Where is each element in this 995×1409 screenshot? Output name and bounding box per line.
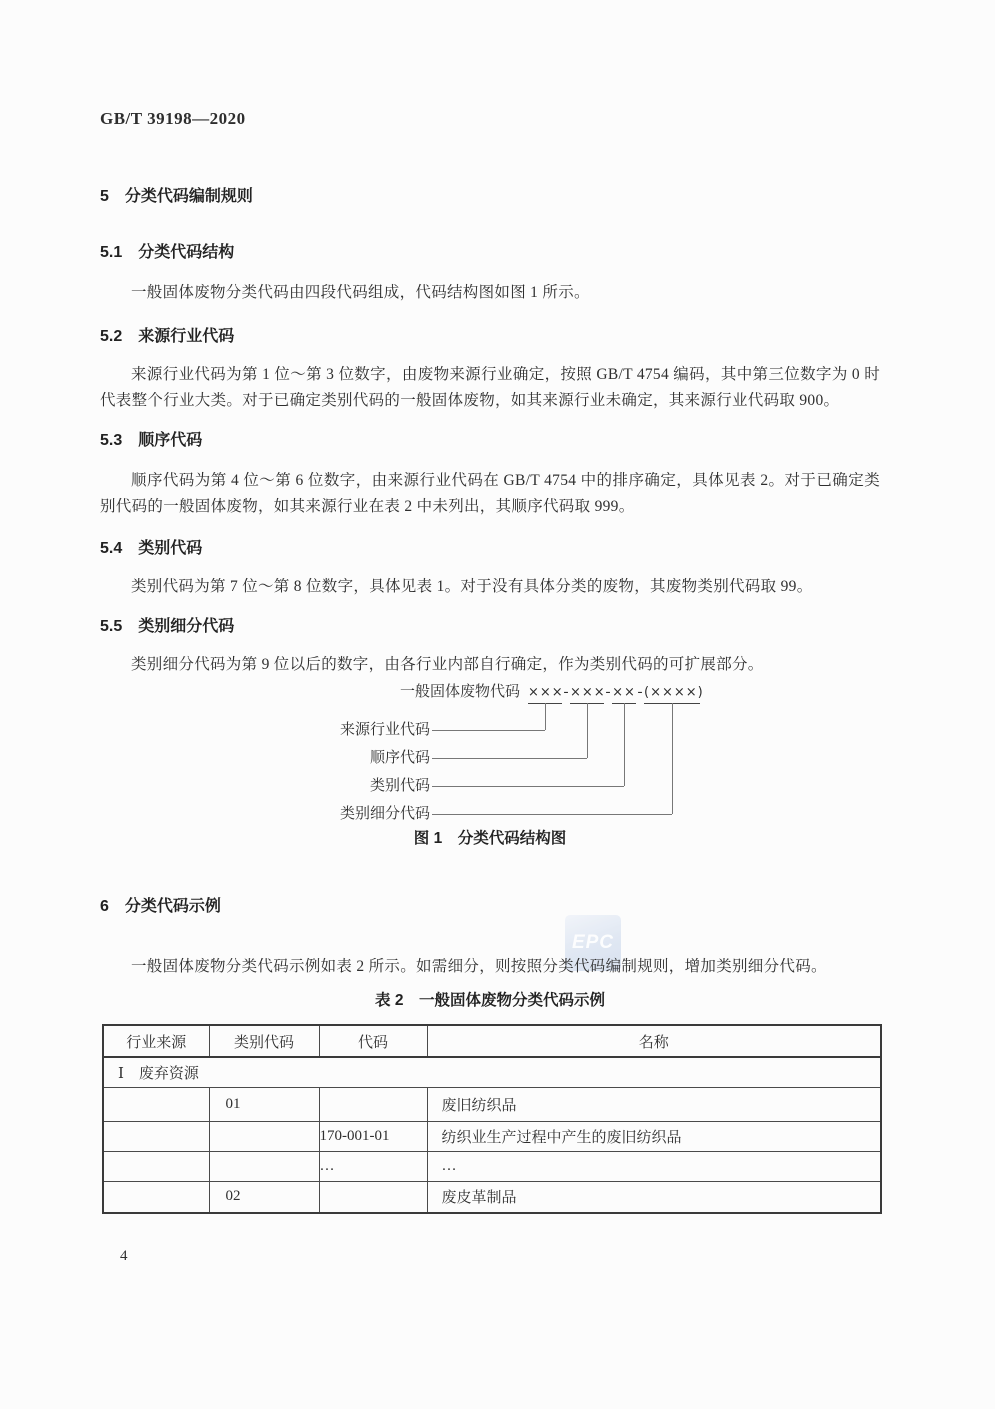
cell-industry-source — [103, 1151, 209, 1181]
code-segment-subcategory: (××××) — [644, 683, 700, 704]
cell-code: … — [319, 1151, 427, 1181]
section-5-5-heading: 5.5 类别细分代码 — [100, 618, 235, 635]
cell-industry-source — [103, 1121, 209, 1151]
code-segment-sequence: ××× — [570, 683, 604, 704]
doc-number: GB/T 39198—2020 — [100, 109, 246, 128]
code-dash: - — [605, 684, 611, 700]
page-content — [100, 0, 880, 1265]
section-5-2-paragraph: 来源行业代码为第 1 位～第 3 位数字，由废物来源行业确定，按照 GB/T 4754 编码，其中第三位数字为 0 时代表整个行业大类。对于已确定类别代码的一般固体废物，如其来源行业未确定，其来源行业代码取 900。 — [100, 366, 880, 409]
table-row — [103, 1087, 881, 1121]
table-header-row — [103, 1025, 881, 1057]
code-segment-category: ×× — [612, 683, 636, 704]
figure-1-caption: 图 1 分类代码结构图 — [413, 830, 567, 847]
cell-category-code: 01 — [209, 1087, 319, 1121]
cell-category-code — [209, 1121, 319, 1151]
cell-code — [319, 1181, 427, 1213]
page-number: 4 — [120, 1248, 128, 1264]
figure-label-category-code: 类别代码 — [369, 778, 430, 794]
section-5-3-paragraph: 顺序代码为第 4 位～第 6 位数字，由来源行业代码在 GB/T 4754 中的排序确定，具体见表 2。对于已确定类别代码的一般固体废物，如其来源行业在表 2 中未列出，其顺序代码取 999。 — [100, 472, 880, 515]
cell-name: … — [427, 1151, 881, 1181]
cell-industry-source — [103, 1087, 209, 1121]
group-row-label: Ⅰ 废弃资源 — [103, 1057, 881, 1087]
table-row — [103, 1181, 881, 1213]
cell-name: 废皮革制品 — [427, 1181, 881, 1213]
connector-line-horizontal — [432, 814, 672, 815]
section-5-heading: 5 分类代码编制规则 — [100, 188, 253, 205]
column-header-name: 名称 — [427, 1025, 881, 1057]
watermark-text: EPC — [571, 932, 615, 953]
code-dash: - — [637, 684, 643, 700]
connector-line-horizontal — [432, 786, 624, 787]
table-row — [103, 1151, 881, 1181]
connector-line-vertical — [587, 703, 588, 758]
connector-line-horizontal — [432, 730, 545, 731]
figure-label-sequence-code: 顺序代码 — [369, 750, 430, 766]
cell-category-code: 02 — [209, 1181, 319, 1213]
code-dash: - — [563, 684, 569, 700]
connector-line-vertical — [624, 703, 625, 786]
code-segment-industry: ××× — [528, 683, 562, 704]
cell-name: 纺织业生产过程中产生的废旧纺织品 — [427, 1121, 881, 1151]
cell-industry-source — [103, 1181, 209, 1213]
section-6-paragraph: 一般固体废物分类代码示例如表 2 所示。如需细分，则按照分类代码编制规则，增加类别细分代码。 — [131, 958, 827, 975]
section-5-4-heading: 5.4 类别代码 — [100, 540, 203, 557]
connector-line-vertical — [672, 703, 673, 814]
section-5-2-heading: 5.2 来源行业代码 — [100, 328, 235, 345]
connector-line-horizontal — [432, 758, 587, 759]
figure-label-subcategory-code: 类别细分代码 — [339, 806, 430, 822]
cell-category-code — [209, 1151, 319, 1181]
connector-line-vertical — [545, 703, 546, 730]
section-5-4-paragraph: 类别代码为第 7 位～第 8 位数字，具体见表 1。对于没有具体分类的废物，其废物类别代码取 99。 — [131, 578, 813, 595]
table-2-caption: 表 2 一般固体废物分类代码示例 — [375, 992, 605, 1009]
column-header-code: 代码 — [319, 1025, 427, 1057]
code-line — [400, 682, 704, 704]
cell-code — [319, 1087, 427, 1121]
cell-name: 废旧纺织品 — [427, 1087, 881, 1121]
section-6-heading: 6 分类代码示例 — [100, 898, 221, 915]
figure-1-code-structure — [100, 682, 880, 822]
section-5-3-heading: 5.3 顺序代码 — [100, 432, 203, 449]
code-line-label: 一般固体废物代码 — [400, 684, 521, 700]
section-5-5-paragraph: 类别细分代码为第 9 位以后的数字，由各行业内部自行确定，作为类别代码的可扩展部分。 — [131, 656, 764, 673]
section-5-1-heading: 5.1 分类代码结构 — [100, 244, 235, 261]
section-5-1-paragraph: 一般固体废物分类代码由四段代码组成，代码结构图如图 1 所示。 — [131, 284, 590, 301]
column-header-industry-source: 行业来源 — [103, 1025, 209, 1057]
table-row — [103, 1121, 881, 1151]
table-2 — [102, 1024, 882, 1214]
table-group-row — [103, 1057, 881, 1087]
cell-code: 170-001-01 — [319, 1121, 427, 1151]
column-header-category-code: 类别代码 — [209, 1025, 319, 1057]
figure-label-source-industry-code: 来源行业代码 — [339, 722, 430, 738]
